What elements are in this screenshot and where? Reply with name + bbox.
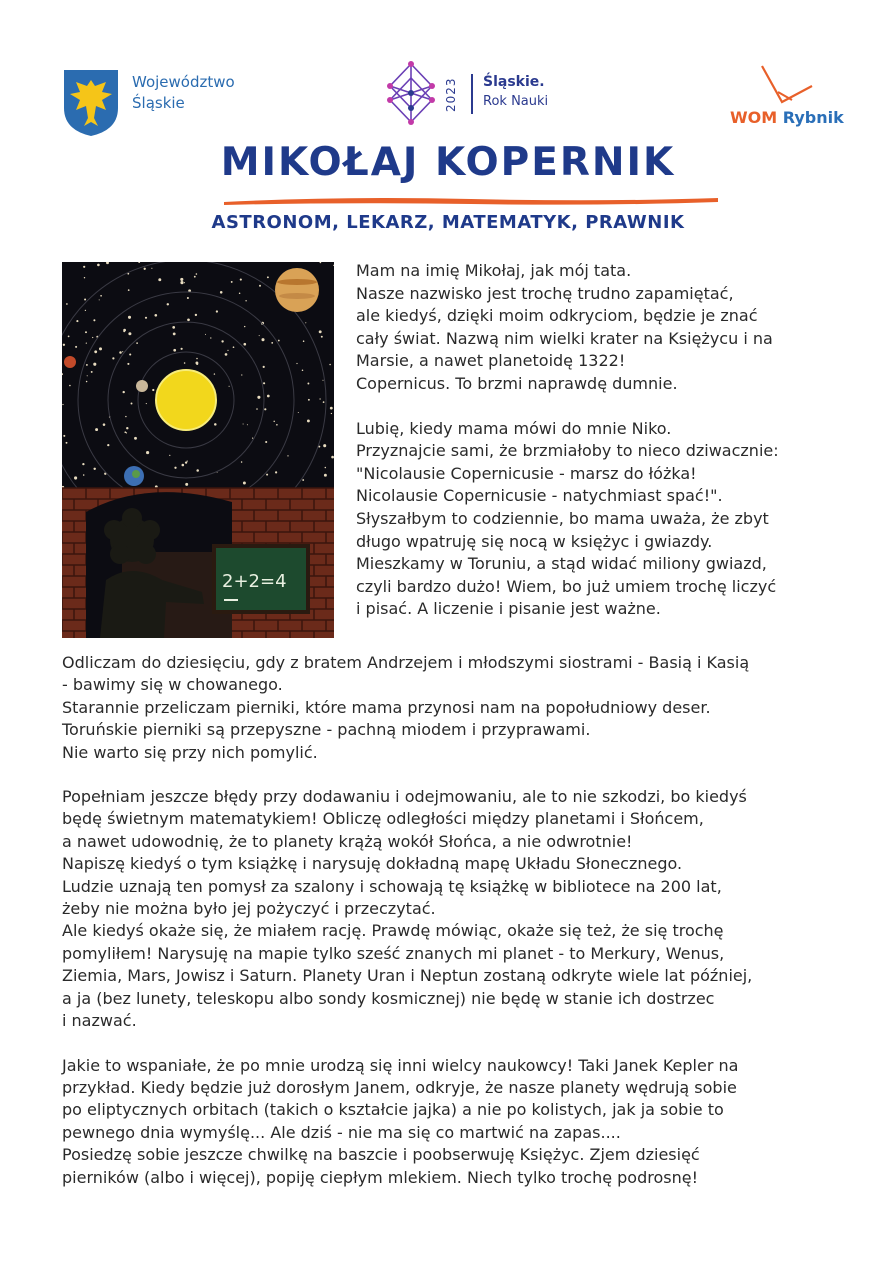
star — [216, 310, 218, 312]
star — [233, 346, 235, 348]
star — [152, 389, 154, 391]
star — [158, 278, 161, 281]
jupiter-icon — [275, 268, 319, 312]
text-line: Słyszałbym to codziennie, bo mama uważa, że zbyt — [356, 508, 769, 528]
page-title: MIKOŁAJ KOPERNIK — [220, 140, 676, 185]
star — [144, 268, 146, 270]
rok-nauki-logo — [384, 60, 584, 134]
text-line: i nazwać. — [62, 1011, 137, 1031]
text-line: czyli bardzo dużo! Wiem, bo już umiem trochę liczyć — [356, 576, 777, 596]
star — [302, 479, 304, 481]
body-paragraph-1 — [62, 652, 836, 764]
star — [196, 358, 198, 360]
book-arrow-icon — [758, 62, 818, 108]
page-subtitle: ASTRONOM, LEKARZ, MATEMATYK, PRAWNIK — [211, 212, 685, 233]
text-line: przykład. Kiedy będzie już dorosłym Janem, odkryje, że nasze planety wędrują sobie — [62, 1077, 737, 1097]
rybnik-label: Rybnik — [782, 108, 844, 127]
intro-paragraph-1 — [356, 260, 834, 396]
text-line: Ale kiedyś okaże się, że miałem rację. Prawdę mówiąc, okaże się też, że się trochę — [62, 921, 724, 941]
star — [227, 350, 228, 351]
star — [103, 423, 106, 426]
star — [259, 335, 260, 336]
star — [92, 337, 93, 338]
star — [181, 348, 183, 350]
star — [324, 474, 327, 477]
eagle-crest-icon — [62, 68, 120, 138]
slaskie-label: Śląskie — [132, 94, 185, 112]
wom-label: WOM — [730, 108, 778, 127]
star — [82, 463, 84, 465]
star — [322, 380, 323, 381]
star — [231, 281, 233, 283]
star — [66, 303, 68, 305]
text-line: Mieszkamy w Toruniu, a stąd widać miliony gwiazd, — [356, 554, 767, 574]
star — [221, 340, 223, 342]
divider — [471, 74, 473, 114]
star — [305, 322, 306, 323]
star — [119, 351, 122, 354]
star — [84, 277, 85, 278]
star — [307, 383, 309, 385]
title-underline — [222, 194, 720, 208]
text-line: Copernicus. To brzmi naprawdę dumnie. — [356, 373, 678, 393]
star — [127, 363, 129, 365]
star — [167, 303, 169, 305]
star — [273, 421, 274, 422]
text-line: Odliczam do dziesięciu, gdy z bratem Andrzejem i młodszymi siostrami - Basią i Kasią — [62, 653, 750, 672]
star — [100, 295, 102, 297]
star — [99, 299, 100, 300]
star — [182, 464, 185, 467]
star — [240, 279, 242, 281]
text-line: Ziemia, Mars, Jowisz i Saturn. Planety Uran i Neptun zostaną odkryte wiele lat później, — [62, 966, 753, 986]
star — [187, 318, 190, 321]
star — [68, 336, 70, 338]
star — [331, 456, 334, 459]
text-line: pomyliłem! Narysuję na mapie tylko sześć znanych mi planet - to Merkury, Wenus, — [62, 943, 725, 963]
star — [85, 331, 87, 333]
star — [86, 381, 88, 383]
star — [307, 419, 310, 422]
star — [298, 412, 299, 413]
star — [243, 482, 246, 485]
star — [125, 416, 126, 417]
star — [261, 338, 264, 341]
text-line: Marsie, a nawet planetoidę 1322! — [356, 351, 626, 371]
star — [205, 334, 206, 335]
body-paragraph-2 — [62, 786, 836, 1032]
star — [265, 441, 267, 443]
star — [323, 444, 326, 447]
star — [229, 386, 230, 387]
text-line: - bawimy się w chowanego. — [62, 675, 283, 695]
star — [267, 395, 270, 398]
star — [241, 461, 243, 463]
board-equation: 2+2=4 — [222, 571, 287, 592]
star — [184, 362, 186, 364]
star — [276, 424, 278, 426]
star — [245, 300, 246, 301]
star — [319, 398, 320, 399]
star — [93, 468, 95, 470]
star — [91, 371, 93, 373]
intro-text — [356, 260, 834, 621]
star — [63, 435, 65, 437]
star — [107, 444, 109, 446]
star — [180, 278, 183, 281]
star — [330, 407, 333, 410]
intro-paragraph-2 — [356, 418, 834, 621]
star — [302, 370, 304, 372]
star — [263, 382, 265, 384]
star — [263, 366, 265, 368]
star — [94, 350, 97, 353]
star — [145, 317, 147, 319]
star — [86, 364, 88, 366]
text-line: Lubię, kiedy mama mówi do mnie Niko. — [356, 418, 672, 438]
star — [196, 363, 198, 365]
star — [129, 353, 131, 355]
star — [325, 467, 327, 469]
star — [122, 351, 123, 352]
star — [174, 467, 176, 469]
text-line: i pisać. A liczenie i pisanie jest ważne. — [356, 599, 661, 619]
star — [321, 336, 323, 338]
star — [214, 373, 215, 374]
star — [323, 401, 325, 403]
wom-rybnik-label — [730, 108, 844, 127]
star — [264, 408, 266, 410]
text-line: Mam na imię Mikołaj, jak mój tata. — [356, 261, 632, 280]
star — [93, 319, 95, 321]
star — [151, 268, 152, 269]
wojewodztwo-label: Województwo — [132, 73, 235, 91]
text-line: długo wpatruję się nocą w księżyc i gwiazdy. — [356, 531, 713, 551]
text-line: pewnego dnia wymyślę... Ale dziś - nie ma się co martwić na zapas.... — [62, 1122, 621, 1142]
text-line: pierników (albo i więcej), popiję ciepłym mlekiem. Niech tylko trochę podrosnę! — [62, 1167, 698, 1187]
text-line: Nasze nazwisko jest trochę trudno zapamiętać, — [356, 283, 734, 303]
star — [187, 297, 189, 299]
star — [136, 342, 138, 344]
star — [123, 391, 125, 393]
star — [128, 332, 131, 335]
text-line: po eliptycznych orbitach (takich o kształcie jajka) a nie po kolistych, jak ja sobie to — [62, 1100, 724, 1120]
star — [131, 403, 133, 405]
text-line: żeby nie można było jej pożyczyć i przeczytać. — [62, 899, 436, 919]
star — [210, 337, 211, 338]
rok-line2: Rok Nauki — [483, 94, 549, 109]
star — [278, 340, 280, 342]
star — [112, 357, 114, 359]
star — [256, 408, 258, 410]
star — [146, 403, 147, 404]
star — [75, 346, 77, 348]
wom-rybnik-logo — [728, 62, 858, 132]
text-line: Jakie to wspaniałe, że po mnie urodzą się inni wielcy naukowcy! Taki Janek Kepler na — [62, 1055, 739, 1075]
text-line: Nie warto się przy nich pomylić. — [62, 742, 318, 762]
star — [275, 471, 277, 473]
star — [84, 298, 86, 300]
star — [66, 442, 68, 444]
star — [257, 396, 260, 399]
mercury-icon — [136, 380, 148, 392]
star — [196, 273, 198, 275]
text-line: Starannie przeliczam pierniki, które mama przynosi nam na popołudniowy deser. — [62, 697, 711, 717]
star — [97, 264, 100, 267]
star — [296, 363, 297, 364]
star — [154, 314, 157, 317]
text-line: Ludzie uznają ten pomysł za szalony i schowają tę książkę w bibliotece na 200 lat, — [62, 876, 722, 896]
star — [225, 353, 228, 356]
star — [259, 285, 261, 287]
star — [86, 343, 87, 344]
text-line: Nicolausie Copernicusie - natychmiast spać!". — [356, 486, 723, 506]
star — [95, 428, 98, 431]
molecule-icon — [384, 60, 438, 134]
text-line: ale kiedyś, dzięki moim odkryciom, będzie je znać — [356, 306, 758, 326]
star — [172, 326, 175, 329]
mars-icon — [64, 356, 76, 368]
night-sky-illustration — [62, 262, 334, 638]
text-line: Napiszę kiedyś o tym książkę i narysuję dokładną mapę Układu Słonecznego. — [62, 854, 683, 874]
star — [252, 438, 253, 439]
star — [184, 282, 185, 283]
star — [62, 404, 63, 405]
star — [243, 423, 244, 424]
text-line: Przyznajcie sami, że brzmiałoby to nieco dziwacznie: — [356, 441, 779, 461]
star — [287, 455, 288, 456]
star — [85, 310, 86, 311]
star — [308, 399, 310, 401]
text-line: będę świetnym matematykiem! Obliczę odległości między planetami i Słońcem, — [62, 809, 704, 829]
star — [128, 289, 130, 291]
star — [196, 469, 199, 472]
star — [303, 340, 305, 342]
star — [126, 427, 128, 429]
text-line: Popełniam jeszcze błędy przy dodawaniu i odejmowaniu, ale to nie szkodzi, bo kiedyś — [62, 787, 747, 807]
star — [173, 349, 176, 352]
text-line: a nawet udowodnię, że to planety krążą wokół Słońca, a nie odwrotnie! — [62, 831, 633, 851]
body-paragraph-3 — [62, 1055, 836, 1189]
text-line: Toruńskie pierniki są przepyszne - pachną miodem i przyprawami. — [62, 720, 591, 740]
star — [195, 314, 197, 316]
star — [76, 320, 78, 322]
star — [173, 333, 176, 336]
chalkboard — [214, 546, 308, 612]
star — [123, 330, 125, 332]
star — [169, 455, 170, 456]
wojewodztwo-slaskie-logo — [62, 68, 242, 138]
star — [329, 364, 331, 366]
star — [87, 375, 88, 376]
star — [194, 276, 196, 278]
star — [267, 276, 269, 278]
star — [180, 281, 183, 284]
body-text — [62, 652, 836, 1189]
star — [185, 483, 188, 486]
text-line: Posiedzę sobie jeszcze chwilkę na baszcie i poobserwuję Księżyc. Zjem dziesięć — [62, 1145, 700, 1165]
star — [134, 437, 137, 440]
star — [93, 363, 96, 366]
star — [74, 476, 77, 479]
star — [185, 461, 187, 463]
star — [83, 266, 85, 268]
star — [331, 413, 332, 414]
text-line: a ja (bez lunety, teleskopu albo sondy kosmicznej) nie będę w stanie ich dostrzec — [62, 988, 715, 1008]
star — [319, 330, 322, 333]
star — [69, 385, 71, 387]
text-line: cały świat. Nazwą nim wielki krater na Księżycu i na — [356, 328, 773, 348]
star — [243, 343, 246, 346]
star — [214, 423, 217, 426]
star — [63, 344, 65, 346]
star — [244, 326, 245, 327]
text-line: "Nicolausie Copernicusie - marsz do łóżka! — [356, 463, 697, 483]
star — [271, 342, 273, 344]
rok-line1: Śląskie. — [483, 74, 545, 90]
star — [239, 293, 241, 295]
star — [220, 291, 223, 294]
star — [124, 431, 126, 433]
year-label: 2023 — [444, 77, 458, 112]
star — [247, 424, 248, 425]
star — [266, 474, 268, 476]
star — [146, 451, 149, 454]
star — [241, 374, 242, 375]
star — [128, 316, 131, 319]
star — [187, 460, 188, 461]
star — [99, 347, 102, 350]
star — [83, 474, 85, 476]
